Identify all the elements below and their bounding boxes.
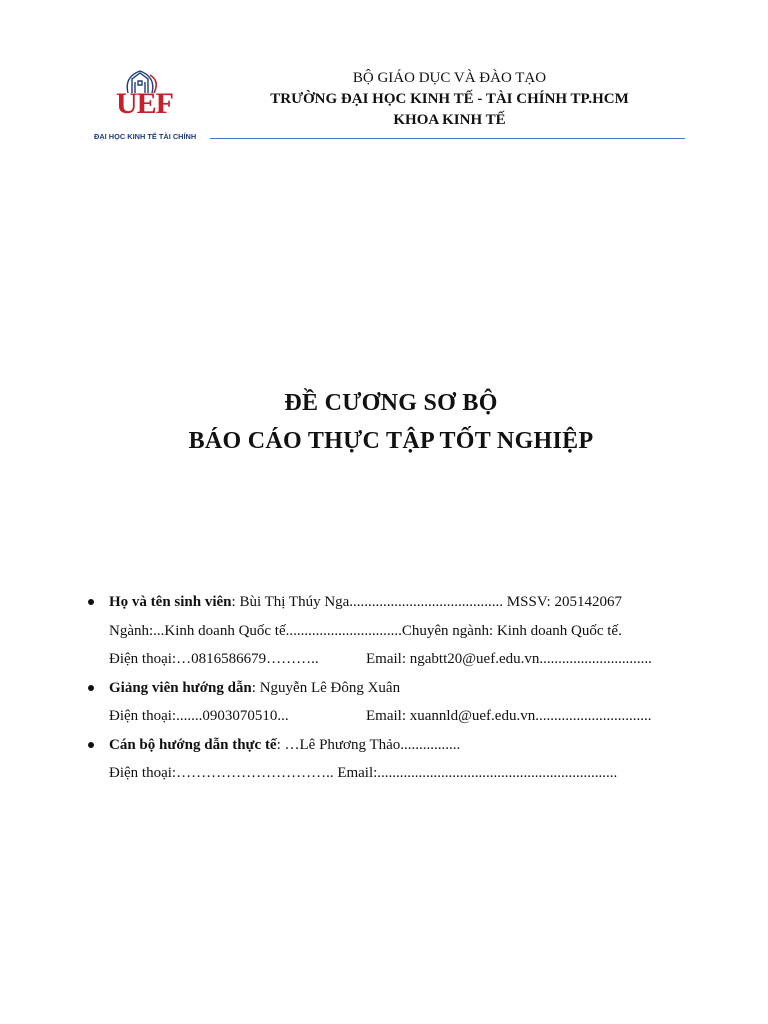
- info-list: [88, 591, 688, 791]
- student-major: Ngành:...Kinh doanh Quốc tế...............................Chuyên ngành: Kinh doanh Quốc tế.: [109, 622, 622, 639]
- supervisor-email: Email: xuannld@uef.edu.vn...............................: [366, 708, 652, 724]
- student-major-row: [88, 620, 688, 649]
- practice-supervisor-label: Cán bộ hướng dẫn thực tế: [109, 736, 277, 753]
- list-item-practice-supervisor: [88, 734, 688, 763]
- bullet-icon: [88, 599, 94, 605]
- title-line-1: ĐỀ CƯƠNG SƠ BỘ: [284, 390, 498, 416]
- title-line-2: BÁO CÁO THỰC TẬP TỐT NGHIỆP: [188, 428, 594, 454]
- student-name-value: : Bùi Thị Thúy Nga......................................... MSSV: 205142067: [231, 594, 622, 610]
- ministry-name: BỘ GIÁO DỤC VÀ ĐÀO TẠO: [352, 70, 547, 86]
- student-contact-row: [88, 648, 688, 677]
- supervisor-contact-row: [88, 705, 688, 734]
- list-item-supervisor: [88, 677, 688, 706]
- bullet-icon: [88, 742, 94, 748]
- bullet-icon: [88, 685, 94, 691]
- header-divider: [210, 138, 685, 139]
- practice-supervisor-name: : …Lê Phương Thảo................: [276, 736, 461, 753]
- uef-logo: [94, 69, 204, 145]
- logo-tagline: ĐẠI HỌC KINH TẾ TÀI CHÍNH: [94, 132, 197, 141]
- practice-supervisor-contact-row: [88, 762, 688, 791]
- supervisor-name: : Nguyễn Lê Đông Xuân: [251, 679, 401, 696]
- student-email: Email: ngabtt20@uef.edu.vn..............................: [366, 651, 652, 667]
- faculty-name: KHOA KINH TẾ: [393, 112, 506, 128]
- logo-wordmark: UEF: [116, 87, 173, 120]
- document-title: [0, 384, 768, 460]
- student-phone: Điện thoại:…0816586679………..: [109, 651, 319, 667]
- university-name: TRƯỜNG ĐẠI HỌC KINH TẾ - TÀI CHÍNH TP.HCM: [270, 91, 629, 107]
- practice-supervisor-contact: Điện thoại:………………………….. Email:................................................................: [109, 765, 618, 781]
- institution-header: [212, 68, 687, 131]
- student-name-label: Họ và tên sinh viên: [109, 594, 232, 610]
- list-item-student: [88, 591, 688, 620]
- supervisor-phone: Điện thoại:.......0903070510...: [109, 708, 289, 724]
- supervisor-label: Giảng viên hướng dẫn: [109, 679, 252, 696]
